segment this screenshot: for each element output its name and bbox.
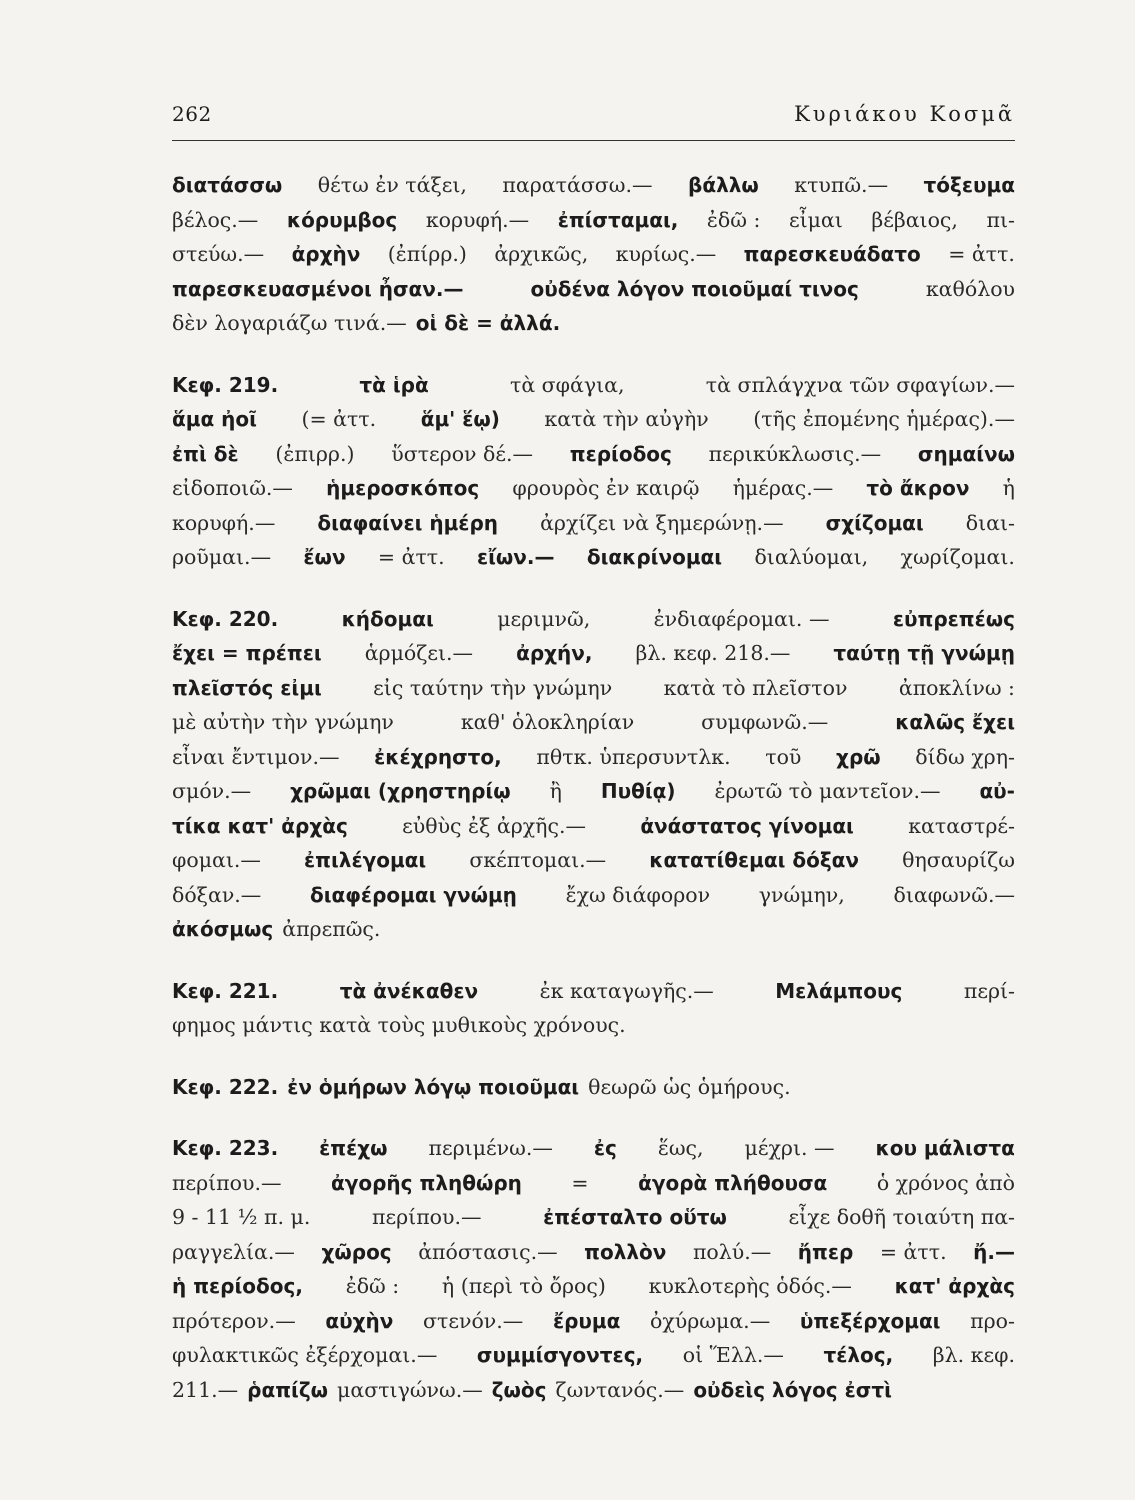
lemma-term: ῥαπίζω (247, 1377, 329, 1402)
gloss-text: ἐνδιαφέρομαι. — (653, 606, 830, 631)
text-line (172, 1304, 1015, 1339)
gloss-text: ζωντανός.— (555, 1377, 685, 1402)
lemma-term: τὰ ἀνέκαθεν (339, 978, 479, 1003)
page-header (172, 102, 1015, 141)
lemma-term: ἔχει = πρέπει (172, 641, 322, 665)
gloss-text: διαλύομαι, (754, 545, 869, 569)
gloss-text: φρουρὸς ἐν καιρῷ (512, 476, 700, 500)
lemma-term: ἐπέχω (319, 1136, 388, 1160)
text-line (172, 471, 1015, 506)
lemma-term: ταύτῃ τῇ γνώμῃ (833, 641, 1015, 665)
lemma-term: Κεφ. 222. (172, 1074, 279, 1099)
gloss-text: διαφωνῶ.— (893, 882, 1015, 907)
gloss-text: κατὰ τὴν αὐγὴν (544, 407, 709, 431)
gloss-text: ἐδῶ : (706, 207, 761, 232)
gloss-text: θησαυρίζω (902, 848, 1015, 872)
lemma-term: κατατίθεμαι δόξαν (649, 848, 860, 872)
gloss-text: εἶχε δοθῆ τοιαύτη πα- (788, 1205, 1015, 1229)
lemma-term: τόξευμα (923, 173, 1015, 197)
lemma-term: ἐν ὁμήρων λόγῳ ποιοῦμαι (287, 1074, 580, 1099)
gloss-text: πολύ.— (692, 1239, 772, 1264)
gloss-text: κυρίως.— (615, 242, 717, 266)
gloss-text: περίπου.— (172, 1170, 282, 1195)
text-line (172, 368, 1015, 403)
gloss-text: περικύκλωσις.— (708, 441, 882, 466)
gloss-text: ἀρχίζει νὰ ξημερώνῃ.— (540, 510, 784, 535)
lemma-term: συμμίσγοντες, (476, 1343, 644, 1367)
lemma-term: Κεφ. 219. (172, 372, 279, 397)
lemma-term: Πυθίᾳ) (600, 779, 676, 803)
lemma-term: ζωὸς (491, 1377, 547, 1402)
lemma-term: χρῶμαι (χρηστηρίῳ (290, 779, 511, 803)
gloss-text: χωρίζομαι. (900, 545, 1015, 569)
lemma-term: ἀγορῆς πληθώρη (331, 1170, 522, 1195)
running-title: Κυριάκου Κοσμᾶ (794, 102, 1015, 126)
gloss-text: στενόν.— (423, 1308, 524, 1333)
lemma-term: εὐπρεπέως (892, 606, 1015, 631)
gloss-text: (ἐπιρρ.) (275, 441, 355, 466)
gloss-text: (= ἀττ. (301, 407, 377, 431)
gloss-text: 211.— (172, 1377, 239, 1402)
gloss-text: σμόν.— (172, 779, 252, 803)
lemma-term: ἐκέχρηστο, (374, 744, 502, 769)
gloss-text: = ἀττ. (377, 545, 445, 569)
gloss-text: = ἀττ. (879, 1239, 947, 1264)
text-line (172, 878, 1015, 913)
gloss-text: φυλακτικῶς ἐξέρχομαι.— (172, 1343, 438, 1367)
gloss-text: ὕστερον δέ.— (391, 441, 534, 466)
gloss-text: ἕως, (657, 1136, 704, 1160)
lemma-term: ἅμα ἠοῖ (172, 407, 257, 431)
lemma-term: τέλος, (823, 1343, 894, 1367)
gloss-text: συμφωνῶ.— (701, 710, 829, 734)
lemma-term: ἡ περίοδος, (172, 1274, 303, 1298)
gloss-text: εὐθὺς ἐξ ἀρχῆς.— (402, 813, 586, 838)
lemma-term: διακρίνομαι (586, 545, 723, 569)
gloss-text: ροῦμαι.— (172, 545, 272, 569)
gloss-text: βέλος.— (172, 207, 259, 232)
text-line (172, 237, 1015, 272)
gloss-text: (ἐπίρρ.) (387, 242, 467, 266)
lemma-term: ἅμ' ἕῳ) (420, 407, 500, 431)
gloss-text: προ- (970, 1308, 1015, 1333)
lemma-term: κόρυμβος (286, 207, 398, 232)
gloss-text: μαστιγώνω.— (337, 1377, 483, 1402)
gloss-text: σκέπτομαι.— (469, 848, 607, 872)
text-line (172, 1008, 1015, 1043)
lemma-term: ἐπέσταλτο οὕτω (543, 1205, 727, 1229)
gloss-text: φομαι.— (172, 848, 261, 872)
text-line (172, 843, 1015, 878)
lemma-term: χρῶ (836, 744, 881, 769)
lemma-term: ἡμεροσκόπος (326, 476, 480, 500)
text-line (172, 602, 1015, 637)
gloss-text: ἢ (549, 779, 562, 803)
text-line (172, 437, 1015, 472)
lemma-term: καλῶς ἔχει (895, 710, 1015, 734)
text-line (172, 402, 1015, 437)
lemma-term: τίκα κατ' ἀρχὰς (172, 813, 348, 838)
lemma-term: πολλὸν (584, 1239, 667, 1264)
text-line (172, 912, 1015, 947)
gloss-text: = ἀττ. (948, 242, 1015, 266)
gloss-text: εἶμαι (788, 207, 843, 232)
gloss-text: ἐδῶ : (345, 1274, 400, 1298)
text-line (172, 272, 1015, 307)
lemma-term: χῶρος (321, 1239, 392, 1264)
gloss-text: γνώμην, (758, 882, 845, 907)
lemma-term: παρεσκευάδατο (743, 242, 921, 266)
gloss-text: ραγγελία.— (172, 1239, 295, 1264)
gloss-text: καταστρέ- (908, 813, 1015, 838)
text-line (172, 1070, 1015, 1105)
lemma-term: Κεφ. 220. (172, 606, 279, 631)
gloss-text: μέχρι. — (744, 1136, 835, 1160)
text-line (172, 306, 1015, 341)
lemma-term: Μελάμπους (775, 978, 903, 1003)
gloss-text: ἡ (1002, 476, 1015, 500)
text-line (172, 168, 1015, 203)
lemma-term: διατάσσω (172, 173, 283, 197)
lemma-term: σημαίνω (917, 441, 1015, 466)
lemma-term: ἀρχήν, (516, 641, 593, 665)
gloss-text: ἐρωτῶ τὸ μαντεῖον.— (714, 779, 941, 803)
text-line (172, 203, 1015, 238)
gloss-text: (τῆς ἐπομένης ἡμέρας).— (753, 407, 1015, 431)
lemma-term: οὐδένα λόγον ποιοῦμαί τινος (530, 276, 859, 301)
gloss-text: μὲ αὐτὴν τὴν γνώμην (172, 710, 394, 734)
gloss-text: κορυφή.— (172, 510, 276, 535)
text-line (172, 974, 1015, 1009)
gloss-text: καθόλου (925, 276, 1015, 301)
gloss-text: περιμένω.— (428, 1136, 553, 1160)
gloss-text: στεύω.— (172, 242, 265, 266)
gloss-text: δόξαν.— (172, 882, 262, 907)
lemma-term: ἤπερ (797, 1239, 854, 1264)
gloss-text: κτυπῶ.— (794, 173, 889, 197)
lemma-term: ἔρυμα (552, 1308, 621, 1333)
lemma-term: ἀνάστατος γίνομαι (640, 813, 854, 838)
gloss-text: βλ. κεφ. 218.— (635, 641, 791, 665)
gloss-text: οἱ Ἕλλ.— (682, 1343, 784, 1367)
gloss-text: τοῦ (765, 744, 802, 769)
text-line (172, 705, 1015, 740)
lemma-term: κου μάλιστα (875, 1136, 1015, 1160)
gloss-text: διαι- (965, 510, 1015, 535)
text-line (172, 671, 1015, 706)
lemma-term: ἀρχὴν (291, 242, 361, 266)
lemma-term: αὐχὴν (325, 1308, 394, 1333)
gloss-text: εἰς ταύτην τὴν γνώμην (373, 675, 613, 700)
page-body (172, 168, 1015, 1407)
gloss-text: μεριμνῶ, (497, 606, 591, 631)
lemma-term: παρεσκευασμένοι ἦσαν.— (172, 276, 464, 301)
gloss-text: καθ' ὁλοκληρίαν (460, 710, 635, 734)
lemma-term: ἔων (303, 545, 346, 569)
text-line (172, 506, 1015, 541)
gloss-text: πι- (986, 207, 1015, 232)
page-number: 262 (172, 102, 212, 126)
gloss-text: εἰδοποιῶ.— (172, 476, 293, 500)
gloss-text: περί- (963, 978, 1015, 1003)
gloss-text: τὰ σφάγια, (509, 372, 625, 397)
gloss-text: θέτω ἐν τάξει, (317, 173, 467, 197)
gloss-text: φημος μάντις κατὰ τοὺς μυθικοὺς χρόνους. (172, 1013, 626, 1037)
lemma-term: Κεφ. 223. (172, 1136, 279, 1160)
gloss-text: βέβαιος, (871, 207, 958, 232)
lemma-term: κήδομαι (341, 606, 434, 631)
lemma-term: αὐ- (979, 779, 1015, 803)
text-line (172, 1235, 1015, 1270)
gloss-text: πθτκ. ὑπερσυντλκ. (536, 744, 731, 769)
lemma-term: οὐδεὶς λόγος ἐστὶ (693, 1377, 892, 1402)
gloss-text: ἁρμόζει.— (364, 641, 474, 665)
gloss-text: παρατάσσω.— (502, 173, 653, 197)
text-line (172, 1269, 1015, 1304)
lemma-term: τὸ ἄκρον (866, 476, 970, 500)
gloss-text: τὰ σπλάγχνα τῶν σφαγίων.— (705, 372, 1015, 397)
text-line (172, 809, 1015, 844)
gloss-text: δίδω χρη- (915, 744, 1015, 769)
gloss-text: ἀρχικῶς, (494, 242, 589, 266)
lemma-term: ὑπεξέρχομαι (799, 1308, 941, 1333)
lemma-term: τὰ ἱρὰ (359, 372, 429, 397)
lemma-term: ἐπιλέγομαι (304, 848, 427, 872)
gloss-text: ἀποκλίνω : (898, 675, 1015, 700)
lemma-term: εἴων.— (477, 545, 555, 569)
text-line (172, 540, 1015, 575)
text-line (172, 636, 1015, 671)
gloss-text: = (571, 1170, 589, 1195)
gloss-text: ἡμέρας.— (732, 476, 834, 500)
text-line (172, 774, 1015, 809)
text-line (172, 740, 1015, 775)
lemma-term: κατ' ἀρχὰς (894, 1274, 1015, 1298)
lemma-term: ἤ.— (973, 1239, 1015, 1264)
gloss-text: ἡ (περὶ τὸ ὄρος) (441, 1274, 606, 1298)
gloss-text: πρότερον.— (172, 1308, 296, 1333)
lemma-term: ἐπίσταμαι, (557, 207, 679, 232)
text-line (172, 1200, 1015, 1235)
gloss-text: περίπου.— (372, 1205, 482, 1229)
gloss-text: κορυφή.— (425, 207, 530, 232)
lemma-term: οἱ δὲ = ἀλλά. (415, 311, 561, 335)
lemma-term: διαφαίνει ἡμέρη (317, 510, 498, 535)
lemma-term: πλεῖστός εἰμι (172, 675, 322, 700)
lemma-term: διαφέρομαι γνώμῃ (310, 882, 517, 907)
gloss-text: ἀπρεπῶς. (282, 917, 381, 941)
gloss-text: εἶναι ἔντιμον.— (172, 744, 340, 769)
lemma-term: ἀκόσμως (172, 917, 274, 941)
lemma-term: ἐπὶ δὲ (172, 441, 239, 466)
gloss-text: 9 - 11 ½ π. μ. (172, 1205, 311, 1229)
lemma-term: Κεφ. 221. (172, 978, 279, 1003)
text-line (172, 1338, 1015, 1373)
gloss-text: ἀπόστασις.— (418, 1239, 558, 1264)
lemma-term: βάλλω (688, 173, 759, 197)
gloss-text: κατὰ τὸ πλεῖστον (663, 675, 848, 700)
gloss-text: θεωρῶ ὡς ὁμήρους. (588, 1074, 791, 1099)
text-line (172, 1166, 1015, 1201)
lemma-term: σχίζομαι (825, 510, 924, 535)
gloss-text: δὲν λογαριάζω τινά.— (172, 311, 407, 335)
text-line (172, 1373, 1015, 1408)
gloss-text: ἐκ καταγωγῆς.— (539, 978, 714, 1003)
lemma-term: ἀγορὰ πλήθουσα (638, 1170, 828, 1195)
gloss-text: ὀχύρωμα.— (650, 1308, 771, 1333)
lemma-term: ἐς (593, 1136, 617, 1160)
gloss-text: ὁ χρόνος ἀπὸ (876, 1170, 1015, 1195)
lemma-term: περίοδος (569, 441, 672, 466)
text-line (172, 1131, 1015, 1166)
gloss-text: βλ. κεφ. (932, 1343, 1015, 1367)
gloss-text: κυκλοτερὴς ὁδός.— (648, 1274, 852, 1298)
gloss-text: ἔχω διάφορον (565, 882, 711, 907)
